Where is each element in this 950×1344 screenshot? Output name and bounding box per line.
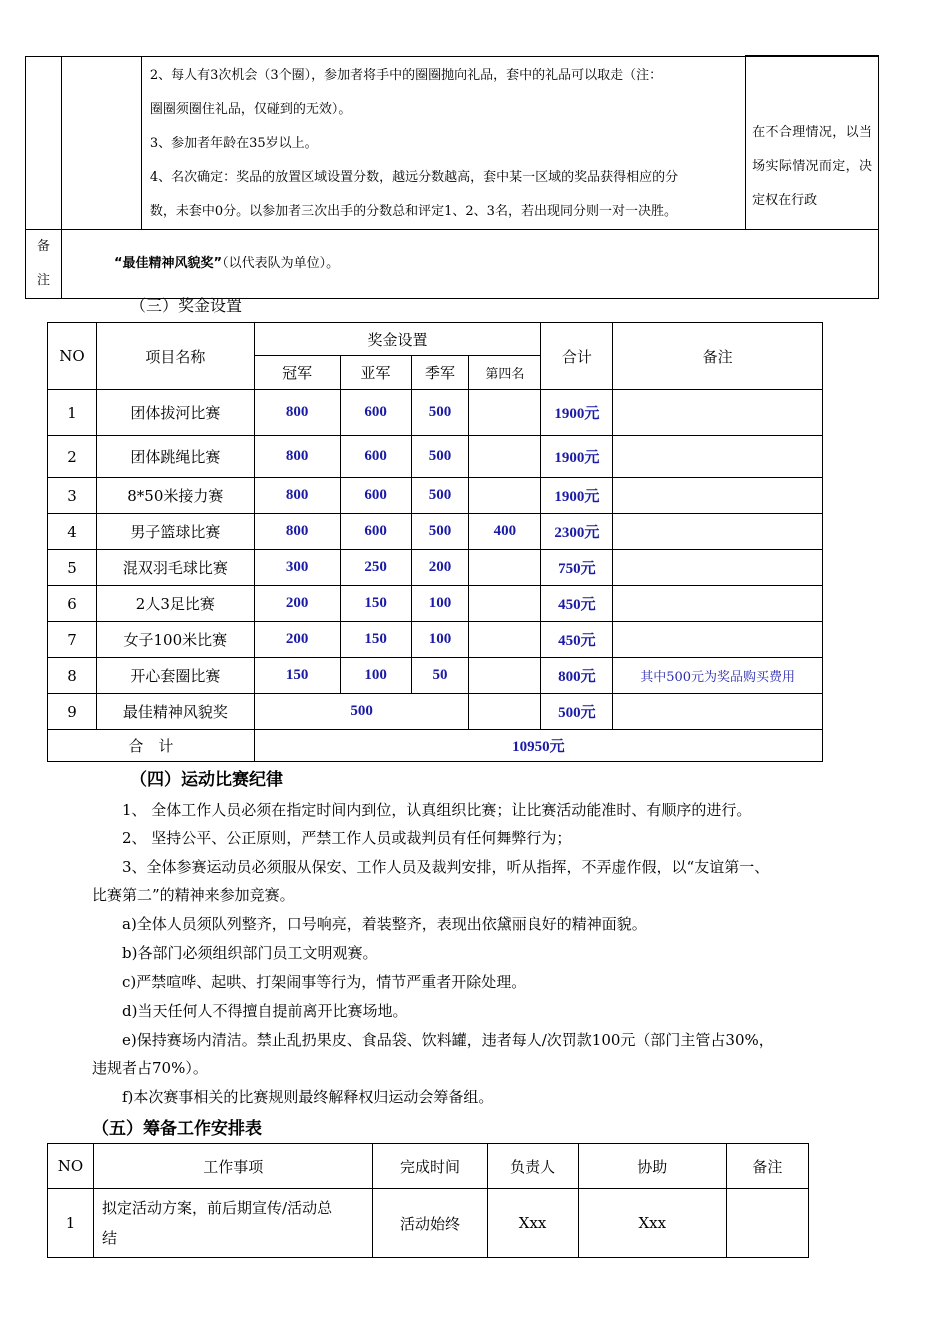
row-fourth [469,390,541,436]
row-third: 500 [411,478,469,514]
table-row [48,1189,809,1258]
row-name: 团体跳绳比赛 [96,436,254,478]
row-third: 500 [411,514,469,550]
row-third: 200 [411,550,469,586]
row-total: 450元 [541,622,613,658]
row-name: 混双羽毛球比赛 [96,550,254,586]
row-name: 团体拔河比赛 [96,390,254,436]
remark-label [26,229,62,298]
row-champion: 800 [254,514,340,550]
rules-empty-cell-1 [26,56,62,229]
row-no: 7 [48,622,97,658]
row-total: 1900元 [541,436,613,478]
plan-header-task: 工作事项 [94,1144,373,1189]
row-fourth [469,694,541,730]
prize-table [47,322,823,762]
row-total: 2300元 [541,514,613,550]
row-remark: 其中500元为奖品购买费用 [613,658,823,694]
plan-header-time: 完成时间 [373,1144,487,1189]
row-no: 5 [48,550,97,586]
plan-header-assist: 协助 [578,1144,726,1189]
row-name: 女子100米比赛 [96,622,254,658]
rule-line: 圈圈须圈住礼品，仅碰到的无效）。 [149,101,352,117]
row-total: 450元 [541,586,613,622]
row-remark [613,478,823,514]
row-amount: 500 [254,694,469,730]
row-third: 50 [411,658,469,694]
discipline-d: d)当天任何人不得擅自提前离开比赛场地。 [122,1002,408,1020]
row-fourth [469,586,541,622]
row-name: 2人3足比赛 [96,586,254,622]
plan-row-time: 活动始终 [373,1189,487,1258]
row-remark [613,514,823,550]
row-name: 最佳精神风貌奖 [96,694,254,730]
header-total: 合计 [541,323,613,390]
header-prize-group: 奖金设置 [254,323,541,356]
row-champion: 200 [254,586,340,622]
remark-label-char: 备 [36,238,50,254]
row-name: 开心套圈比赛 [96,658,254,694]
plan-header-owner: 负责人 [487,1144,578,1189]
row-remark [613,436,823,478]
row-total: 500元 [541,694,613,730]
row-no: 6 [48,586,97,622]
row-no: 1 [48,390,97,436]
row-total: 1900元 [541,478,613,514]
row-champion: 150 [254,658,340,694]
header-third: 季军 [411,356,469,390]
discipline-b: b)各部门必须组织部门员工文明观赛。 [122,944,378,962]
row-fourth [469,550,541,586]
table-row [48,436,823,478]
row-remark [613,622,823,658]
header-remark: 备注 [613,323,823,390]
row-no: 2 [48,436,97,478]
row-third: 100 [411,622,469,658]
plan-row-assist: Xxx [578,1189,726,1258]
row-fourth [469,658,541,694]
discipline-item-3-line1: 3、全体参赛运动员必须服从保安、工作人员及裁判安排，听从指挥，不弄虚作假，以“友谊第一、 [122,858,770,876]
sum-row [48,730,823,762]
row-second: 600 [340,478,411,514]
side-remark [746,56,879,229]
award-name: “最佳精神风貌奖” [113,255,223,271]
row-remark [613,694,823,730]
discipline-f: f)本次赛事相关的比赛规则最终解释权归运动会筹备组。 [122,1088,494,1106]
row-second: 150 [340,622,411,658]
discipline-c: c)严禁喧哗、起哄、打架闹事等行为，情节严重者开除处理。 [122,973,527,991]
table-row [48,658,823,694]
table-row [48,550,823,586]
row-champion: 800 [254,436,340,478]
row-total: 750元 [541,550,613,586]
discipline-a: a)全体人员须队列整齐，口号响亮，着装整齐，表现出依黛丽良好的精神面貌。 [122,915,647,933]
row-second: 600 [340,390,411,436]
row-second: 600 [340,436,411,478]
rules-empty-cell-2 [61,56,141,229]
row-champion: 800 [254,478,340,514]
rule-line: 3、参加者年龄在35岁以上。 [149,135,318,151]
row-fourth [469,436,541,478]
row-second: 250 [340,550,411,586]
table-row [48,514,823,550]
plan-header-remark: 备注 [726,1144,808,1189]
row-third: 500 [411,390,469,436]
table-row [48,586,823,622]
plan-row-task [94,1189,373,1258]
rules-table [25,55,879,299]
header-name: 项目名称 [96,323,254,390]
rules-content [141,56,745,229]
header-champion: 冠军 [254,356,340,390]
plan-row-task-line: 拟定活动方案，前后期宣传/活动总 [102,1199,333,1217]
row-fourth [469,622,541,658]
table-row [48,390,823,436]
row-second: 100 [340,658,411,694]
rule-line: 数，未套中0分。以参加者三次出手的分数总和评定1、2、3名，若出现同分则一对一决胜。 [149,203,677,219]
row-remark [613,390,823,436]
header-no: NO [48,323,97,390]
award-remark [61,229,878,298]
section4-title: （四）运动比赛纪律 [130,770,283,790]
row-name: 8*50米接力赛 [96,478,254,514]
discipline-item-2: 2、 坚持公平、公正原则，严禁工作人员或裁判员有任何舞弊行为； [122,829,572,847]
plan-row-no: 1 [48,1189,94,1258]
row-remark [613,586,823,622]
row-second: 150 [340,586,411,622]
discipline-e-line1: e)保持赛场内清洁。禁止乱扔果皮、食品袋、饮料罐，违者每人/次罚款100元（部门主管占30%， [122,1031,774,1049]
remark-label-char: 注 [36,272,50,288]
plan-row-task-line: 结 [102,1229,118,1247]
row-no: 8 [48,658,97,694]
row-champion: 200 [254,622,340,658]
header-fourth: 第四名 [469,356,541,390]
row-champion: 800 [254,390,340,436]
plan-header-no: NO [48,1144,94,1189]
row-no: 9 [48,694,97,730]
row-total: 1900元 [541,390,613,436]
row-name: 男子篮球比赛 [96,514,254,550]
table-row [48,694,823,730]
rule-line: 2、每人有3次机会（3个圈），参加者将手中的圈圈抛向礼品，套中的礼品可以取走（注： [149,67,663,83]
sum-value: 10950元 [254,730,822,762]
row-no: 3 [48,478,97,514]
row-third: 100 [411,586,469,622]
discipline-item-3-line2: 比赛第二”的精神来参加竞赛。 [92,886,295,904]
table-row [48,478,823,514]
row-second: 600 [340,514,411,550]
rule-line: 4、名次确定：奖品的放置区域设置分数，越远分数越高，套中某一区域的奖品获得相应的分 [149,169,679,185]
plan-row-owner: Xxx [487,1189,578,1258]
discipline-e-line2: 违规者占70%）。 [92,1059,208,1077]
plan-row-remark [726,1189,808,1258]
row-champion: 300 [254,550,340,586]
side-remark-text: 在不合理情况，以当场实际情况而定，决定权在行政 [752,124,872,208]
row-remark [613,550,823,586]
row-fourth [469,478,541,514]
header-second: 亚军 [340,356,411,390]
table-row [48,622,823,658]
award-suffix: （以代表队为单位）。 [222,255,340,271]
sum-label: 合 计 [48,730,255,762]
discipline-item-1: 1、 全体工作人员必须在指定时间内到位，认真组织比赛；让比赛活动能准时、有顺序的进行。 [122,801,752,819]
section3-title: （三）奖金设置 [130,296,243,315]
row-no: 4 [48,514,97,550]
row-fourth: 400 [469,514,541,550]
plan-table [47,1143,809,1258]
section5-title: （五）筹备工作安排表 [92,1119,262,1139]
row-total: 800元 [541,658,613,694]
row-third: 500 [411,436,469,478]
